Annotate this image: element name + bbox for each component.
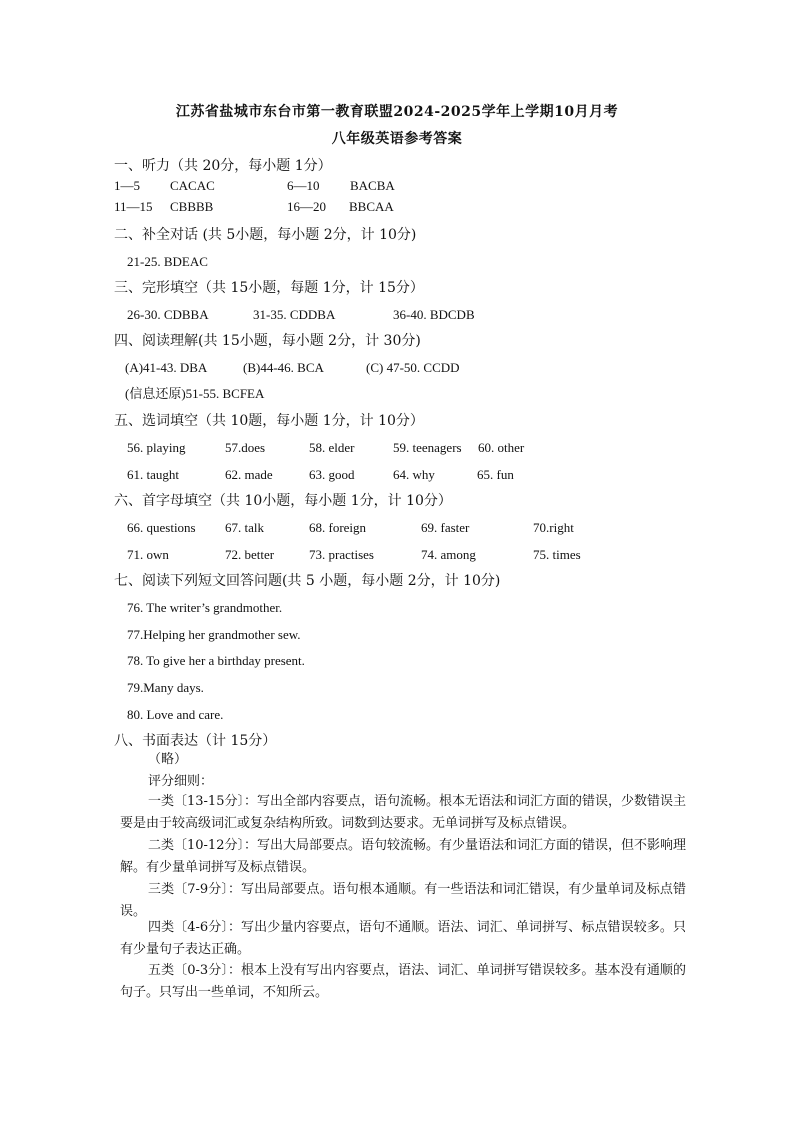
s5-item: 56. playing [127,440,186,455]
grading-rule-5: 五类〔0-3分〕：根本上没有写出内容要点，语法、词汇、单词拼写错误较多。基本没有通顺的句子。只写出一些单词，不知所云。 [120,963,686,1000]
s5-item: 64. why [393,467,435,482]
s7-answer: 76. The writer’s grandmother. [127,600,283,615]
section-5-heading: 五、选词填空（共 10题，每小题 1分，计 10分） [114,413,424,429]
section-6-heading: 六、首字母填空（共 10小题，每小题 1分，计 10分） [114,493,452,509]
s6-item: 70.right [533,520,574,535]
s1-range-2: 6—10 [287,178,320,193]
s6-item: 72. better [225,547,275,562]
s8-omitted-note: （略） [148,752,188,767]
grading-rule-1: 一类〔13-15分〕：写出全部内容要点，语句流畅。根本无语法和词汇方面的错误，少数错误主要是由于较高级词汇或复杂结构所致。词数到达要求。无单词拼写及标点错误。 [120,794,686,831]
section-8-heading: 八、书面表达（计 15分） [114,733,277,749]
s6-item: 74. among [421,547,476,562]
s7-answer: 78. To give her a birthday present. [127,653,305,668]
document-subtitle: 八年级英语参考答案 [331,131,463,147]
s6-item: 68. foreign [309,520,367,535]
grading-rule-3: 三类〔7-9分〕：写出局部要点。语句根本通顺。有一些语法和词汇错误，有少量单词及标点错误。 [120,882,686,919]
s4-answer-b: (B)44-46. BCA [243,360,324,375]
s1-answer-1: CACAC [170,178,215,193]
s6-item: 75. times [533,547,581,562]
s3-answer-3: 36-40. BDCDB [393,307,475,322]
s8-rules-title: 评分细则： [148,774,214,789]
document-title: 江苏省盐城市东台市第一教育联盟2024-2025学年上学期10月月考 [175,104,619,120]
s5-item: 62. made [225,467,273,482]
s7-answer: 79.Many days. [127,680,204,695]
grading-rule-4: 四类〔4-6分〕：写出少量内容要点，语句不通顺。语法、词汇、单词拼写、标点错误较多。只有少量句子表达正确。 [120,920,686,957]
s5-item: 63. good [309,467,355,482]
s6-item: 71. own [127,547,169,562]
s3-answer-2: 31-35. CDDBA [253,307,336,322]
section-2-heading: 二、补全对话 (共 5小题，每小题 2分，计 10分) [114,227,417,243]
s7-answer: 77.Helping her grandmother sew. [127,627,301,642]
s6-item: 69. faster [421,520,470,535]
s1-answer-2: BACBA [350,178,395,193]
s1-range-1: 1—5 [114,178,140,193]
s5-item: 60. other [478,440,525,455]
s5-item: 57.does [225,440,266,455]
s1-range-4: 16—20 [287,199,326,214]
s1-range-3: 11—15 [114,199,153,214]
s6-item: 66. questions [127,520,196,535]
s3-answer-1: 26-30. CDBBA [127,307,209,322]
section-7-heading: 七、阅读下列短文回答问题(共 5 小题，每小题 2分，计 10分) [114,573,501,589]
s4-answer-a: (A)41-43. DBA [125,360,208,375]
s5-item: 65. fun [477,467,514,482]
s4-answer-c: (C) 47-50. CCDD [366,360,460,375]
s1-answer-3: CBBBB [170,199,214,214]
s6-item: 73. practises [309,547,374,562]
section-3-heading: 三、完形填空（共 15小题，每题 1分，计 15分） [114,280,424,296]
section-1-heading: 一、听力（共 20分，每小题 1分） [114,158,332,174]
grading-rule-2: 二类〔10-12分〕：写出大局部要点。语句较流畅。有少量语法和词汇方面的错误，但不影响理解。有少量单词拼写及标点错误。 [120,838,686,875]
s1-answer-4: BBCAA [349,199,394,214]
s4-answer-info: (信息还原)51-55. BCFEA [125,386,265,401]
s5-item: 59. teenagers [393,440,462,455]
s5-item: 58. elder [309,440,355,455]
s5-item: 61. taught [127,467,179,482]
s6-item: 67. talk [225,520,264,535]
s7-answer: 80. Love and care. [127,707,224,722]
section-4-heading: 四、阅读理解(共 15小题，每小题 2分，计 30分) [114,333,421,349]
s2-answer: 21-25. BDEAC [127,254,208,269]
